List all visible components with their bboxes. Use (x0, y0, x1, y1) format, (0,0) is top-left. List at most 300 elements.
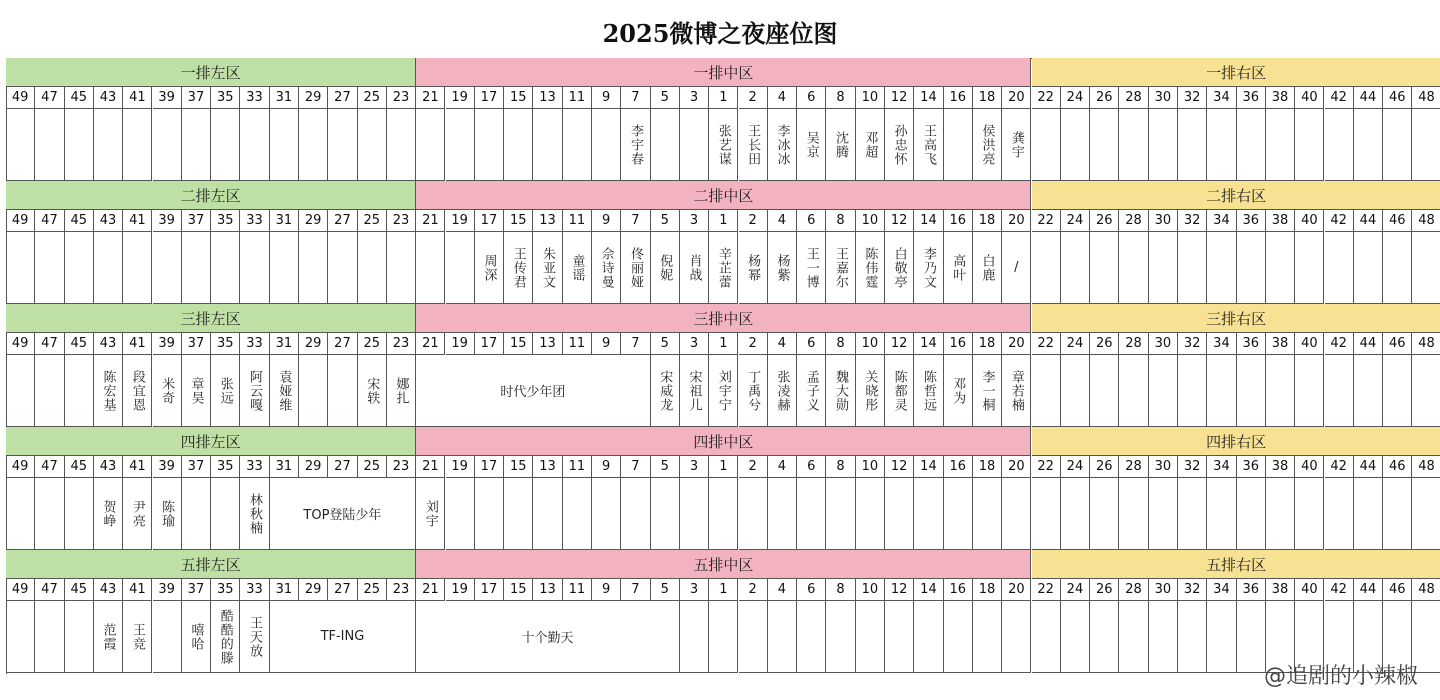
empty-seat (651, 109, 680, 181)
zone-header: 五排中区 (416, 550, 1031, 579)
seat-name: 关晓彤 (856, 355, 885, 427)
seat-number: 16 (944, 210, 973, 232)
seat-number: 16 (944, 333, 973, 355)
seat-name: 魏大勋 (826, 355, 855, 427)
seat-number: 47 (35, 87, 64, 109)
seat-number: 2 (739, 333, 768, 355)
seat-number: 8 (826, 333, 855, 355)
empty-seat (1149, 109, 1178, 181)
empty-seat (182, 109, 211, 181)
seat-number: 42 (1325, 333, 1354, 355)
seat-number: 3 (680, 87, 709, 109)
seat-name: 王天放 (240, 601, 269, 673)
seat-number: 48 (1412, 456, 1440, 478)
seat-name: 白敬亭 (885, 232, 914, 304)
seat-number: 38 (1266, 87, 1295, 109)
empty-seat (797, 601, 826, 673)
seat-number: 12 (885, 210, 914, 232)
empty-seat (1325, 355, 1354, 427)
seat-number: 13 (533, 210, 562, 232)
zone-header: 二排右区 (1032, 181, 1440, 210)
seat-number: 34 (1207, 87, 1236, 109)
empty-seat (358, 232, 387, 304)
empty-seat (1032, 478, 1061, 550)
empty-seat (1119, 232, 1148, 304)
seat-number: 26 (1090, 333, 1119, 355)
seat-name: 王高飞 (914, 109, 943, 181)
zone-header: 一排中区 (416, 58, 1031, 87)
seat-number: 32 (1178, 87, 1207, 109)
seat-number: 19 (446, 333, 475, 355)
seat-number: 46 (1383, 333, 1412, 355)
seat-number: 15 (504, 333, 533, 355)
seat-name: 阿云嘎 (240, 355, 269, 427)
seat-name: 林秋楠 (240, 478, 269, 550)
seat-number: 11 (563, 333, 592, 355)
seat-number: 42 (1325, 579, 1354, 601)
empty-seat (416, 109, 445, 181)
seat-number: 40 (1295, 87, 1324, 109)
seat-number: 41 (123, 579, 152, 601)
seat-name: 陈都灵 (885, 355, 914, 427)
seat-number: 6 (797, 333, 826, 355)
seat-number: 27 (328, 210, 357, 232)
seat-number: 44 (1354, 87, 1383, 109)
empty-seat (153, 109, 182, 181)
empty-seat (1061, 478, 1090, 550)
empty-seat (65, 478, 94, 550)
seat-name: 王嘉尔 (826, 232, 855, 304)
empty-seat (299, 109, 328, 181)
seat-number: 32 (1178, 456, 1207, 478)
seat-name: 李宇春 (621, 109, 650, 181)
zone-header: 三排左区 (6, 304, 416, 333)
seat-number: 41 (123, 87, 152, 109)
seat-name: 王长田 (739, 109, 768, 181)
seat-number: 17 (475, 579, 504, 601)
seat-number: 28 (1119, 87, 1148, 109)
empty-seat (1237, 232, 1266, 304)
seat-number: 27 (328, 333, 357, 355)
seat-number: 45 (65, 87, 94, 109)
seat-name: 朱亚文 (533, 232, 562, 304)
seat-number: 44 (1354, 210, 1383, 232)
empty-seat (270, 109, 299, 181)
empty-seat (240, 109, 269, 181)
empty-seat (651, 478, 680, 550)
seat-number: 11 (563, 87, 592, 109)
seat-number: 18 (973, 456, 1002, 478)
empty-seat (533, 109, 562, 181)
empty-seat (680, 601, 709, 673)
zone-header: 四排右区 (1032, 427, 1440, 456)
seat-name: 刘宇 (416, 478, 445, 550)
empty-seat (1383, 109, 1412, 181)
seating-grid (6, 58, 1440, 673)
seat-number: 34 (1207, 333, 1236, 355)
seat-number: 6 (797, 579, 826, 601)
empty-seat (94, 109, 123, 181)
seat-number: 2 (739, 579, 768, 601)
seat-number: 34 (1207, 579, 1236, 601)
empty-seat (1207, 601, 1236, 673)
empty-seat (6, 232, 35, 304)
empty-seat (153, 601, 182, 673)
seat-number: 9 (592, 333, 621, 355)
empty-seat (563, 109, 592, 181)
empty-seat (1032, 109, 1061, 181)
seat-number: 27 (328, 456, 357, 478)
seat-number: 13 (533, 333, 562, 355)
empty-seat (944, 109, 973, 181)
empty-seat (1090, 601, 1119, 673)
seat-number: 35 (211, 87, 240, 109)
seat-number: 37 (182, 456, 211, 478)
seat-number: 18 (973, 333, 1002, 355)
seat-name: 娜扎 (387, 355, 416, 427)
seat-name: 米奇 (153, 355, 182, 427)
seat-number: 31 (270, 456, 299, 478)
seat-number: 32 (1178, 333, 1207, 355)
seat-number: 7 (621, 210, 650, 232)
seat-number: 25 (358, 87, 387, 109)
seat-number: 37 (182, 87, 211, 109)
seat-name: 邓为 (944, 355, 973, 427)
seat-number: 5 (651, 210, 680, 232)
empty-seat (1032, 355, 1061, 427)
seat-number: 24 (1061, 456, 1090, 478)
empty-seat (446, 232, 475, 304)
seat-number: 43 (94, 456, 123, 478)
seat-name: 侯洪亮 (973, 109, 1002, 181)
seat-name: 肖战 (680, 232, 709, 304)
empty-seat (1237, 109, 1266, 181)
zone-header: 一排右区 (1032, 58, 1440, 87)
seat-number: 49 (6, 456, 35, 478)
seat-name: 贺峥 (94, 478, 123, 550)
seat-number: 49 (6, 333, 35, 355)
seat-number: 24 (1061, 87, 1090, 109)
seat-name: 李乃文 (914, 232, 943, 304)
empty-seat (35, 478, 64, 550)
seat-number: 9 (592, 87, 621, 109)
seat-number: 38 (1266, 333, 1295, 355)
empty-seat (1295, 232, 1324, 304)
empty-seat (1354, 232, 1383, 304)
seat-number: 43 (94, 210, 123, 232)
seat-number: 4 (768, 87, 797, 109)
seat-number: 26 (1090, 456, 1119, 478)
zone-header: 五排左区 (6, 550, 416, 579)
empty-seat (1295, 355, 1324, 427)
seat-number: 25 (358, 579, 387, 601)
seat-number: 18 (973, 579, 1002, 601)
seat-number: 36 (1237, 333, 1266, 355)
seat-number: 25 (358, 210, 387, 232)
seat-number: 48 (1412, 333, 1440, 355)
seat-number: 25 (358, 456, 387, 478)
zone-header: 四排左区 (6, 427, 416, 456)
empty-seat (1090, 109, 1119, 181)
empty-seat (299, 355, 328, 427)
seat-number: 3 (680, 456, 709, 478)
seat-number: 5 (651, 87, 680, 109)
seat-number: 33 (240, 210, 269, 232)
empty-seat (1119, 478, 1148, 550)
seat-number: 42 (1325, 456, 1354, 478)
empty-seat (768, 601, 797, 673)
empty-seat (914, 478, 943, 550)
seat-number: 33 (240, 333, 269, 355)
seat-number: 39 (153, 579, 182, 601)
empty-seat (1002, 478, 1031, 550)
seat-number: 23 (387, 87, 416, 109)
seat-number: 32 (1178, 210, 1207, 232)
seat-name: 李冰冰 (768, 109, 797, 181)
seat-number: 11 (563, 456, 592, 478)
seat-number: 31 (270, 210, 299, 232)
seat-name: 孟子义 (797, 355, 826, 427)
empty-seat (1090, 355, 1119, 427)
empty-seat (182, 232, 211, 304)
seat-number: 13 (533, 579, 562, 601)
seat-number: 17 (475, 456, 504, 478)
seat-name: 邓超 (856, 109, 885, 181)
empty-seat (1383, 478, 1412, 550)
seat-number: 22 (1032, 333, 1061, 355)
seat-number: 11 (563, 579, 592, 601)
empty-seat (416, 232, 445, 304)
empty-seat (1266, 355, 1295, 427)
seat-name: 倪妮 (651, 232, 680, 304)
seat-name: 范霞 (94, 601, 123, 673)
seat-name: 王一博 (797, 232, 826, 304)
empty-seat (1149, 601, 1178, 673)
empty-seat (1237, 355, 1266, 427)
seat-number: 21 (416, 333, 445, 355)
seat-number: 37 (182, 333, 211, 355)
seat-number: 39 (153, 333, 182, 355)
seat-number: 1 (709, 579, 738, 601)
empty-seat (885, 478, 914, 550)
empty-seat (680, 478, 709, 550)
seat-number: 33 (240, 87, 269, 109)
empty-seat (35, 109, 64, 181)
seat-number: 14 (914, 579, 943, 601)
empty-seat (1295, 109, 1324, 181)
group-seat: 时代少年团 (416, 355, 650, 427)
seat-number: 41 (123, 333, 152, 355)
empty-seat (1266, 478, 1295, 550)
seat-number: 20 (1002, 579, 1031, 601)
seat-number: 47 (35, 579, 64, 601)
seat-number: 43 (94, 579, 123, 601)
seat-number: 29 (299, 456, 328, 478)
empty-seat (123, 232, 152, 304)
seat-name: 张艺谋 (709, 109, 738, 181)
seat-number: 8 (826, 210, 855, 232)
seat-number: 46 (1383, 210, 1412, 232)
seat-number: 31 (270, 333, 299, 355)
seat-name: 王传君 (504, 232, 533, 304)
seat-name: 白鹿 (973, 232, 1002, 304)
empty-seat (768, 478, 797, 550)
empty-seat (1325, 109, 1354, 181)
seat-number: 16 (944, 579, 973, 601)
zone-header: 三排右区 (1032, 304, 1440, 333)
seat-number: 15 (504, 210, 533, 232)
empty-seat (1090, 478, 1119, 550)
seat-number: 10 (856, 579, 885, 601)
seat-number: 5 (651, 579, 680, 601)
seat-number: 26 (1090, 210, 1119, 232)
empty-seat (1354, 109, 1383, 181)
seat-number: 28 (1119, 456, 1148, 478)
seat-number: 49 (6, 87, 35, 109)
empty-seat (1119, 109, 1148, 181)
seat-number: 20 (1002, 333, 1031, 355)
seat-number: 24 (1061, 210, 1090, 232)
empty-seat (944, 601, 973, 673)
seat-number: 41 (123, 210, 152, 232)
seat-number: 18 (973, 87, 1002, 109)
seat-name: 酷酷的滕 (211, 601, 240, 673)
empty-seat (973, 478, 1002, 550)
seat-name: 沈腾 (826, 109, 855, 181)
page-title: 2025微博之夜座位图 (602, 19, 838, 48)
seat-number: 35 (211, 333, 240, 355)
empty-seat (1325, 232, 1354, 304)
seat-number: 46 (1383, 579, 1412, 601)
empty-seat (1032, 232, 1061, 304)
seat-name: 佘诗曼 (592, 232, 621, 304)
empty-seat (1149, 355, 1178, 427)
seat-number: 15 (504, 579, 533, 601)
empty-seat (1032, 601, 1061, 673)
empty-seat (826, 478, 855, 550)
seat-name: 陈哲远 (914, 355, 943, 427)
seat-number: 24 (1061, 579, 1090, 601)
seat-number: 38 (1266, 456, 1295, 478)
seat-name: 张凌赫 (768, 355, 797, 427)
empty-seat (592, 478, 621, 550)
empty-seat (387, 232, 416, 304)
seat-number: 23 (387, 579, 416, 601)
seat-number: 12 (885, 456, 914, 478)
seat-number: 23 (387, 210, 416, 232)
seat-number: 46 (1383, 456, 1412, 478)
seat-number: 15 (504, 87, 533, 109)
seat-name: 陈瑜 (153, 478, 182, 550)
watermark-handle: @追剧的小辣椒 (1263, 664, 1418, 689)
seat-number: 40 (1295, 456, 1324, 478)
seat-number: 7 (621, 579, 650, 601)
seat-number: 17 (475, 87, 504, 109)
seat-number: 40 (1295, 333, 1324, 355)
group-seat: TOP登陆少年 (270, 478, 417, 550)
empty-seat (797, 478, 826, 550)
seat-number: 21 (416, 579, 445, 601)
seat-number: 33 (240, 579, 269, 601)
seat-number: 42 (1325, 87, 1354, 109)
seat-name: 尹亮 (123, 478, 152, 550)
seat-number: 7 (621, 87, 650, 109)
seat-number: 19 (446, 210, 475, 232)
seat-number: 1 (709, 333, 738, 355)
empty-seat (973, 601, 1002, 673)
seat-number: 22 (1032, 87, 1061, 109)
seat-number: 10 (856, 87, 885, 109)
seat-number: 4 (768, 210, 797, 232)
empty-seat (211, 109, 240, 181)
empty-seat (1383, 232, 1412, 304)
seat-number: 10 (856, 456, 885, 478)
empty-seat (328, 109, 357, 181)
seat-number: 37 (182, 210, 211, 232)
empty-seat (35, 601, 64, 673)
empty-seat (1149, 478, 1178, 550)
empty-seat (914, 601, 943, 673)
empty-seat (1207, 232, 1236, 304)
empty-seat (826, 601, 855, 673)
seat-number: 19 (446, 456, 475, 478)
empty-seat (211, 478, 240, 550)
empty-seat (6, 355, 35, 427)
empty-seat (1061, 232, 1090, 304)
empty-seat (1090, 232, 1119, 304)
seat-number: 4 (768, 456, 797, 478)
empty-seat (6, 478, 35, 550)
seat-number: 3 (680, 210, 709, 232)
seat-number: 49 (6, 210, 35, 232)
empty-seat (446, 109, 475, 181)
empty-seat (1119, 601, 1148, 673)
empty-seat (65, 601, 94, 673)
seat-number: 7 (621, 456, 650, 478)
seat-number: 22 (1032, 210, 1061, 232)
seat-number: 42 (1325, 210, 1354, 232)
seat-number: 13 (533, 87, 562, 109)
seat-number: 14 (914, 333, 943, 355)
empty-seat (533, 478, 562, 550)
seat-name: 杨幂 (739, 232, 768, 304)
seat-name: 童谣 (563, 232, 592, 304)
seat-number: 35 (211, 456, 240, 478)
seat-number: 17 (475, 333, 504, 355)
seat-number: 49 (6, 579, 35, 601)
seat-number: 10 (856, 210, 885, 232)
empty-seat (446, 478, 475, 550)
seat-number: 23 (387, 456, 416, 478)
seat-name: 陈伟霆 (856, 232, 885, 304)
seat-name: / (1002, 232, 1031, 304)
seat-number: 34 (1207, 456, 1236, 478)
empty-seat (944, 478, 973, 550)
empty-seat (211, 232, 240, 304)
seat-number: 38 (1266, 210, 1295, 232)
seat-number: 44 (1354, 579, 1383, 601)
empty-seat (475, 478, 504, 550)
empty-seat (387, 109, 416, 181)
empty-seat (1412, 109, 1440, 181)
zone-header: 五排右区 (1032, 550, 1440, 579)
seat-number: 21 (416, 87, 445, 109)
seat-number: 14 (914, 456, 943, 478)
empty-seat (1178, 355, 1207, 427)
seat-name: 宋祖儿 (680, 355, 709, 427)
seat-number: 36 (1237, 87, 1266, 109)
empty-seat (123, 109, 152, 181)
